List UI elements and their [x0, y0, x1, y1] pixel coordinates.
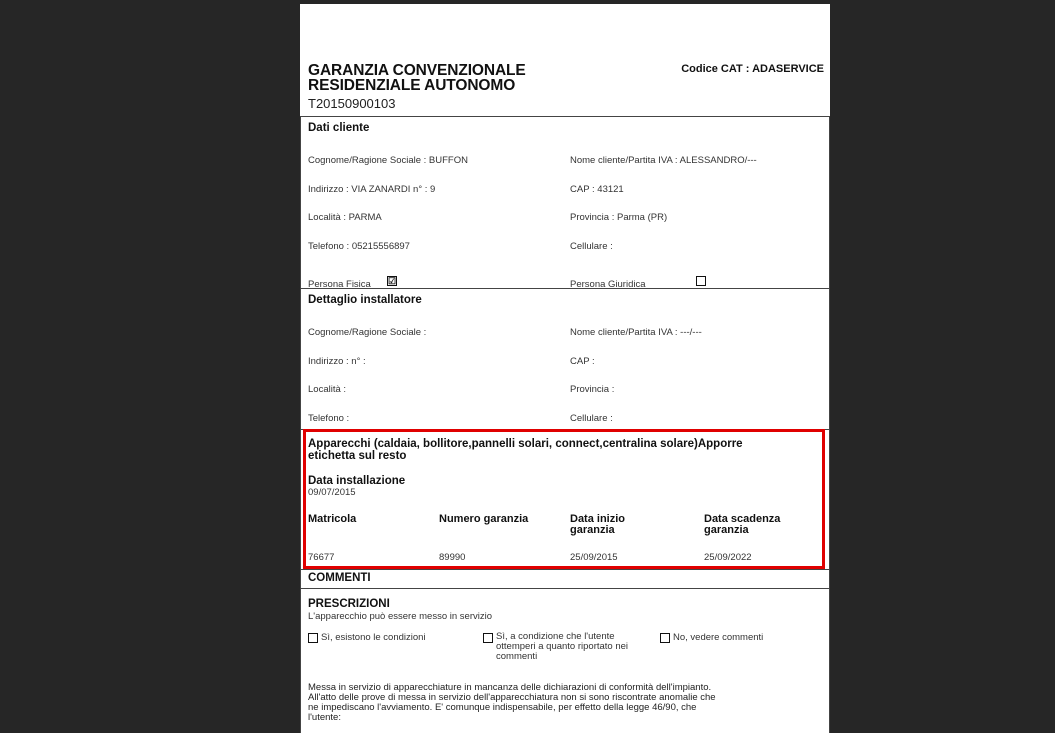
- section-prescrizioni: PRESCRIZIONI: [308, 598, 390, 610]
- document-header: [300, 4, 830, 116]
- installatore-provincia: Provincia :: [570, 384, 615, 395]
- cliente-localita: Località : PARMA: [308, 212, 382, 223]
- cliente-cellulare: Cellulare :: [570, 241, 613, 252]
- installatore-indirizzo: Indirizzo : n° :: [308, 356, 366, 367]
- cell-matricola: 76677: [308, 552, 335, 563]
- right-border: [829, 116, 830, 733]
- cliente-telefono: Telefono : 05215556897: [308, 241, 410, 252]
- installatore-cognome: Cognome/Ragione Sociale :: [308, 327, 427, 338]
- persona-giuridica-label: Persona Giuridica: [570, 279, 646, 290]
- persona-giuridica-checkbox[interactable]: [696, 276, 706, 286]
- divider: [300, 288, 830, 289]
- data-installazione-label: Data installazione: [308, 475, 406, 487]
- para-line-3: ne impediscano l'avviamento. E' comunque indispensabile, per effetto della legge 46/90, che: [308, 702, 697, 713]
- para-line-1: Messa in servizio di apparecchiature in mancanza delle dichiarazioni di conformità dell'impianto.: [308, 682, 712, 693]
- cliente-nome: Nome cliente/Partita IVA : ALESSANDRO/---: [570, 155, 757, 166]
- installatore-cap: CAP :: [570, 356, 595, 367]
- prescrizioni-sub: L'apparecchio può essere messo in servizio: [308, 611, 492, 622]
- cell-data-scadenza: 25/09/2022: [704, 552, 752, 563]
- title-line-1: GARANZIA CONVENZIONALE: [308, 62, 526, 79]
- section-dati-cliente: Dati cliente: [308, 122, 370, 134]
- opt3-checkbox[interactable]: [660, 633, 670, 643]
- apparecchi-heading-line-1: Apparecchi (caldaia, bollitore,pannelli solari, connect,centralina solare)Apporre: [308, 438, 743, 450]
- cliente-provincia: Provincia : Parma (PR): [570, 212, 668, 223]
- installatore-telefono: Telefono :: [308, 413, 350, 424]
- data-installazione-value: 09/07/2015: [308, 487, 356, 498]
- opt2-line-1: Sì, a condizione che l'utente: [496, 631, 615, 642]
- col-data-inizio-line-1: Data inizio: [570, 513, 626, 525]
- divider: [300, 569, 830, 570]
- col-matricola: Matricola: [308, 513, 357, 525]
- cliente-cap: CAP : 43121: [570, 184, 624, 195]
- opt3-label: No, vedere commenti: [673, 632, 764, 643]
- opt1-label: Sì, esistono le condizioni: [321, 632, 426, 643]
- para-line-4: l'utente:: [308, 712, 341, 723]
- opt1-checkbox[interactable]: [308, 633, 318, 643]
- cliente-indirizzo: Indirizzo : VIA ZANARDI n° : 9: [308, 184, 436, 195]
- installatore-localita: Località :: [308, 384, 347, 395]
- left-border: [300, 116, 301, 733]
- cell-data-inizio: 25/09/2015: [570, 552, 618, 563]
- document-code: T20150900103: [308, 96, 396, 111]
- prescrizioni-paragraph: [308, 683, 820, 723]
- apparecchi-heading-line-2: etichetta sul resto: [308, 450, 407, 462]
- col-data-scadenza-line-2: garanzia: [704, 524, 749, 536]
- opt2-checkbox[interactable]: [483, 633, 493, 643]
- cat-code: Codice CAT : ADASERVICE: [681, 63, 824, 75]
- section-dettaglio-installatore: Dettaglio installatore: [308, 294, 422, 306]
- divider: [300, 588, 830, 589]
- opt2-line-3: commenti: [496, 651, 538, 662]
- document-title: [308, 63, 526, 93]
- col-numero-garanzia: Numero garanzia: [439, 513, 529, 525]
- col-data-scadenza-line-1: Data scadenza: [704, 513, 781, 525]
- opt2-line-2: ottemperi a quanto riportato nei: [496, 641, 629, 652]
- col-data-inizio-line-2: garanzia: [570, 524, 615, 536]
- persona-fisica-checkbox[interactable]: ☑: [388, 276, 397, 286]
- warranty-document: [300, 4, 830, 733]
- installatore-nome: Nome cliente/Partita IVA : ---/---: [570, 327, 702, 338]
- opt2-label: [496, 632, 628, 662]
- section-commenti: COMMENTI: [308, 572, 371, 584]
- persona-fisica-label: Persona Fisica: [308, 279, 371, 290]
- cell-numero-garanzia: 89990: [439, 552, 466, 563]
- cliente-cognome: Cognome/Ragione Sociale : BUFFON: [308, 155, 468, 166]
- divider: [300, 116, 830, 117]
- installatore-cellulare: Cellulare :: [570, 413, 613, 424]
- para-line-2: All'atto delle prove di messa in servizio dell'apparecchiatura non si sono riscontrate anomalie che: [308, 692, 716, 703]
- title-line-2: RESIDENZIALE AUTONOMO: [308, 77, 516, 94]
- highlight-box: [303, 429, 825, 569]
